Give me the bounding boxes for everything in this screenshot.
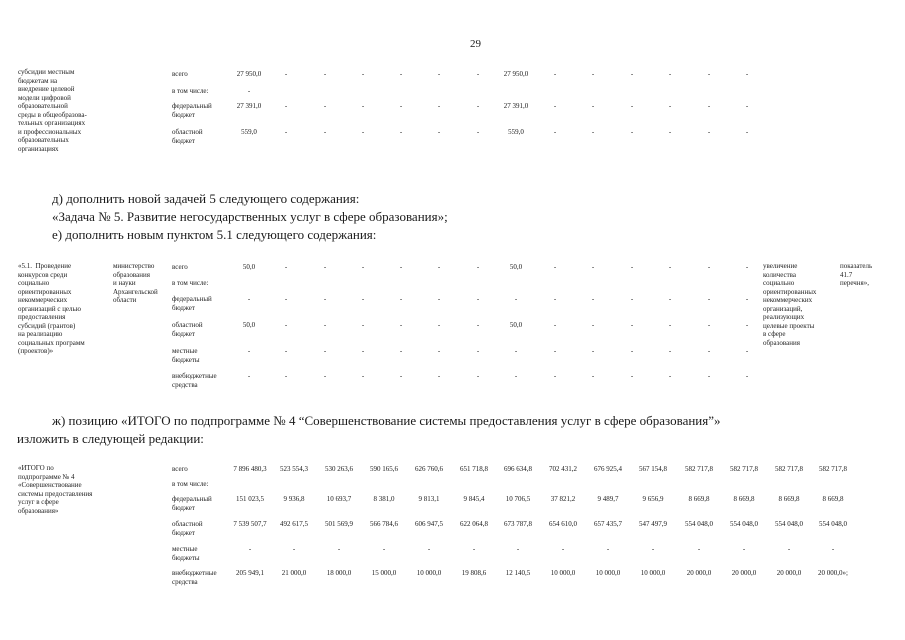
value-cell: - (707, 102, 711, 110)
value-cell: 27 391,0 (503, 102, 529, 110)
value-cell: - (514, 372, 518, 380)
value-cell: - (606, 545, 610, 553)
value-cell: 547 497,9 (639, 520, 667, 528)
paragraph-d: д) дополнить новой задачей 5 следующего содержания: (52, 191, 360, 206)
row-label: местные бюджеты (172, 545, 200, 562)
value-cell: 582 717,8 (819, 465, 847, 473)
value-cell: - (399, 263, 403, 271)
value-cell: - (248, 545, 252, 553)
value-cell: - (553, 321, 557, 329)
paragraph-e: е) дополнить новым пунктом 5.1 следующего содержания: (52, 227, 377, 242)
value-cell: 15 000,0 (371, 569, 397, 577)
value-cell: 10 000,0 (595, 569, 621, 577)
value-cell: - (697, 545, 701, 553)
value-cell: - (591, 102, 595, 110)
value-cell: - (651, 545, 655, 553)
value-cell: 582 717,8 (730, 465, 758, 473)
value-cell: - (514, 347, 518, 355)
value-cell: - (323, 347, 327, 355)
value-cell: - (247, 87, 251, 95)
value-cell: 9 813,1 (418, 495, 440, 503)
value-cell: - (630, 102, 634, 110)
row-label: всего (172, 465, 188, 473)
value-cell: 590 165,6 (370, 465, 398, 473)
value-cell: 9 936,8 (283, 495, 305, 503)
value-cell: - (630, 263, 634, 271)
value-cell: - (668, 321, 672, 329)
value-cell: 7 539 507,7 (233, 520, 267, 528)
row-label: в том числе: (172, 87, 209, 95)
value-cell: - (399, 347, 403, 355)
value-cell: - (707, 128, 711, 136)
paragraph-zh-line2: изложить в следующей редакции: (17, 431, 204, 446)
value-cell: 582 717,8 (775, 465, 803, 473)
value-cell: - (399, 102, 403, 110)
value-cell: 10 000,0 (416, 569, 442, 577)
value-cell: 606 947,5 (415, 520, 443, 528)
value-cell: - (553, 347, 557, 355)
value-cell: 37 821,2 (550, 495, 576, 503)
value-cell: - (668, 70, 672, 78)
value-cell: 554 048,0 (685, 520, 713, 528)
value-cell: - (323, 70, 327, 78)
row-label: внебюджетные средства (172, 569, 217, 586)
row-label: федеральный бюджет (172, 295, 212, 312)
value-cell: 492 617,5 (280, 520, 308, 528)
value-cell: 50,0 (509, 321, 523, 329)
value-cell: 622 064,8 (460, 520, 488, 528)
value-cell: 523 554,3 (280, 465, 308, 473)
row-label: в том числе: (172, 279, 209, 287)
value-cell: - (323, 295, 327, 303)
value-cell: 8 669,8 (778, 495, 800, 503)
value-cell: 501 569,9 (325, 520, 353, 528)
value-cell: 50,0 (242, 263, 256, 271)
value-cell: 9 489,7 (597, 495, 619, 503)
value-cell: - (399, 295, 403, 303)
value-cell: - (745, 128, 749, 136)
row-label: областной бюджет (172, 321, 203, 338)
value-cell: - (437, 295, 441, 303)
value-cell: - (361, 128, 365, 136)
value-cell: - (745, 70, 749, 78)
value-cell: - (591, 295, 595, 303)
value-cell: - (437, 128, 441, 136)
value-cell: - (323, 263, 327, 271)
value-cell: - (323, 128, 327, 136)
value-cell: 559,0 (241, 128, 257, 136)
value-cell: - (553, 128, 557, 136)
value-cell: - (361, 263, 365, 271)
value-cell: - (668, 372, 672, 380)
value-cell: - (476, 70, 480, 78)
value-cell: 21 000,0 (281, 569, 307, 577)
value-cell: 20 000,0 (731, 569, 757, 577)
value-cell: - (668, 128, 672, 136)
row-label: федеральный бюджет (172, 495, 212, 512)
value-cell: - (437, 372, 441, 380)
value-cell: 10 706,5 (505, 495, 531, 503)
value-cell: 651 718,8 (460, 465, 488, 473)
value-cell: - (361, 102, 365, 110)
value-cell: - (323, 372, 327, 380)
value-cell: 673 787,8 (504, 520, 532, 528)
block3-program-name: «ИТОГО по подпрограмме № 4 «Совершенствование системы предоставления услуг в сфере образования» (18, 464, 93, 515)
value-cell: 567 154,8 (639, 465, 667, 473)
value-cell: - (476, 263, 480, 271)
value-cell: - (476, 321, 480, 329)
value-cell: - (284, 347, 288, 355)
value-cell: - (707, 372, 711, 380)
value-cell: - (437, 70, 441, 78)
page-number: 29 (470, 38, 481, 50)
value-cell: - (361, 70, 365, 78)
value-cell: - (745, 263, 749, 271)
row-label: федеральный бюджет (172, 102, 212, 119)
value-cell: - (630, 70, 634, 78)
paragraph-task-5: «Задача № 5. Развитие негосударственных услуг в сфере образования»; (52, 209, 448, 224)
value-cell: 10 000,0 (640, 569, 666, 577)
value-cell: - (745, 295, 749, 303)
value-cell: - (284, 372, 288, 380)
value-cell: - (591, 372, 595, 380)
value-cell: - (361, 295, 365, 303)
value-cell: - (437, 102, 441, 110)
value-cell: - (284, 321, 288, 329)
value-cell: - (553, 102, 557, 110)
value-cell: 27 950,0 (236, 70, 262, 78)
value-cell: 676 925,4 (594, 465, 622, 473)
value-cell: - (514, 295, 518, 303)
value-cell: 582 717,8 (685, 465, 713, 473)
value-cell: 9 845,4 (463, 495, 485, 503)
row-label: областной бюджет (172, 520, 203, 537)
value-cell: - (707, 70, 711, 78)
value-cell: - (247, 347, 251, 355)
value-cell: - (787, 545, 791, 553)
value-cell: - (630, 372, 634, 380)
value-cell: - (361, 372, 365, 380)
value-cell: - (516, 545, 520, 553)
value-cell: - (323, 102, 327, 110)
value-cell: - (553, 263, 557, 271)
value-cell: - (561, 545, 565, 553)
block2-program-name: «5.1. Проведение конкурсов среди социально ориентированных некоммерческих организаций с целью предоставления субсидий (грантов) на реализацию социальных программ (проектов)» (18, 262, 85, 355)
value-cell: 554 048,0 (730, 520, 758, 528)
value-cell: - (284, 128, 288, 136)
value-cell: - (745, 321, 749, 329)
row-label: всего (172, 263, 188, 271)
block2-indicator: показатель 41.7 перечня», (840, 262, 873, 287)
value-cell: 18 000,0 (326, 569, 352, 577)
row-label: внебюджетные средства (172, 372, 217, 389)
value-cell: - (630, 347, 634, 355)
value-cell: 50,0 (509, 263, 523, 271)
value-cell: - (591, 263, 595, 271)
value-cell: - (284, 102, 288, 110)
value-cell: 657 435,7 (594, 520, 622, 528)
block2-executor: министерство образования и науки Архангельской области (113, 262, 158, 304)
value-cell: - (591, 70, 595, 78)
value-cell: - (472, 545, 476, 553)
value-cell: - (399, 372, 403, 380)
value-cell: 8 669,8 (822, 495, 844, 503)
value-cell: - (831, 545, 835, 553)
value-cell: 20 000,0 (686, 569, 712, 577)
value-cell: 654 610,0 (549, 520, 577, 528)
value-cell: - (284, 295, 288, 303)
value-cell: - (476, 372, 480, 380)
value-cell: - (284, 70, 288, 78)
value-cell: 27 950,0 (503, 70, 529, 78)
value-cell: - (382, 545, 386, 553)
value-cell: - (630, 295, 634, 303)
value-cell: - (361, 347, 365, 355)
value-cell: - (337, 545, 341, 553)
value-cell: 8 381,0 (373, 495, 395, 503)
value-cell: - (399, 128, 403, 136)
value-cell: 554 048,0 (775, 520, 803, 528)
value-cell: - (630, 128, 634, 136)
value-cell: - (591, 128, 595, 136)
value-cell: - (437, 347, 441, 355)
value-cell: 702 431,2 (549, 465, 577, 473)
value-cell: 12 140,5 (505, 569, 531, 577)
value-cell: - (437, 321, 441, 329)
value-cell: 50,0 (242, 321, 256, 329)
row-label: всего (172, 70, 188, 78)
block1-program-name: субсидии местным бюджетам на внедрение целевой модели цифровой образовательной среды в общеобразова- тельных организациях и профессиональных образовательных организациях (18, 68, 87, 153)
value-cell: 19 808,6 (461, 569, 487, 577)
value-cell: - (399, 70, 403, 78)
value-cell: 151 023,5 (236, 495, 264, 503)
value-cell: - (630, 321, 634, 329)
value-cell: - (437, 263, 441, 271)
value-cell: - (553, 70, 557, 78)
value-cell: - (668, 263, 672, 271)
value-cell: - (553, 295, 557, 303)
value-cell: - (247, 295, 251, 303)
value-cell: - (707, 295, 711, 303)
value-cell: 554 048,0 (819, 520, 847, 528)
value-cell: - (591, 321, 595, 329)
value-cell: - (476, 295, 480, 303)
block2-expected-result: увеличение количества социально ориентированных некоммерческих организаций, реализующих целевые проекты в сфере образования (763, 262, 817, 347)
value-cell: - (292, 545, 296, 553)
value-cell: - (707, 263, 711, 271)
row-label: областной бюджет (172, 128, 203, 145)
value-cell: - (745, 102, 749, 110)
value-cell: - (707, 321, 711, 329)
value-cell: - (668, 102, 672, 110)
value-cell: 20 000,0 (776, 569, 802, 577)
value-cell: 626 760,6 (415, 465, 443, 473)
value-cell: 27 391,0 (236, 102, 262, 110)
value-cell: - (745, 347, 749, 355)
row-label: в том числе: (172, 480, 209, 488)
value-cell: - (745, 372, 749, 380)
value-cell: - (591, 347, 595, 355)
value-cell: - (668, 295, 672, 303)
value-cell: 20 000,0»; (818, 569, 848, 577)
value-cell: 696 634,8 (504, 465, 532, 473)
value-cell: 10 000,0 (550, 569, 576, 577)
value-cell: 8 669,8 (733, 495, 755, 503)
value-cell: - (707, 347, 711, 355)
value-cell: 9 656,9 (642, 495, 664, 503)
row-label: местные бюджеты (172, 347, 200, 364)
value-cell: 8 669,8 (688, 495, 710, 503)
value-cell: 7 896 480,3 (233, 465, 267, 473)
value-cell: - (284, 263, 288, 271)
value-cell: - (476, 102, 480, 110)
value-cell: - (742, 545, 746, 553)
value-cell: 559,0 (508, 128, 524, 136)
value-cell: - (399, 321, 403, 329)
value-cell: 530 263,6 (325, 465, 353, 473)
value-cell: - (668, 347, 672, 355)
value-cell: 205 949,1 (236, 569, 264, 577)
value-cell: 10 693,7 (326, 495, 352, 503)
value-cell: - (476, 128, 480, 136)
value-cell: - (427, 545, 431, 553)
value-cell: - (323, 321, 327, 329)
value-cell: - (476, 347, 480, 355)
value-cell: - (553, 372, 557, 380)
value-cell: - (247, 372, 251, 380)
value-cell: - (361, 321, 365, 329)
value-cell: 566 784,6 (370, 520, 398, 528)
paragraph-zh-line1: ж) позицию «ИТОГО по подпрограмме № 4 “Совершенствование системы предоставления услуг в сфере образования”» (52, 413, 721, 428)
